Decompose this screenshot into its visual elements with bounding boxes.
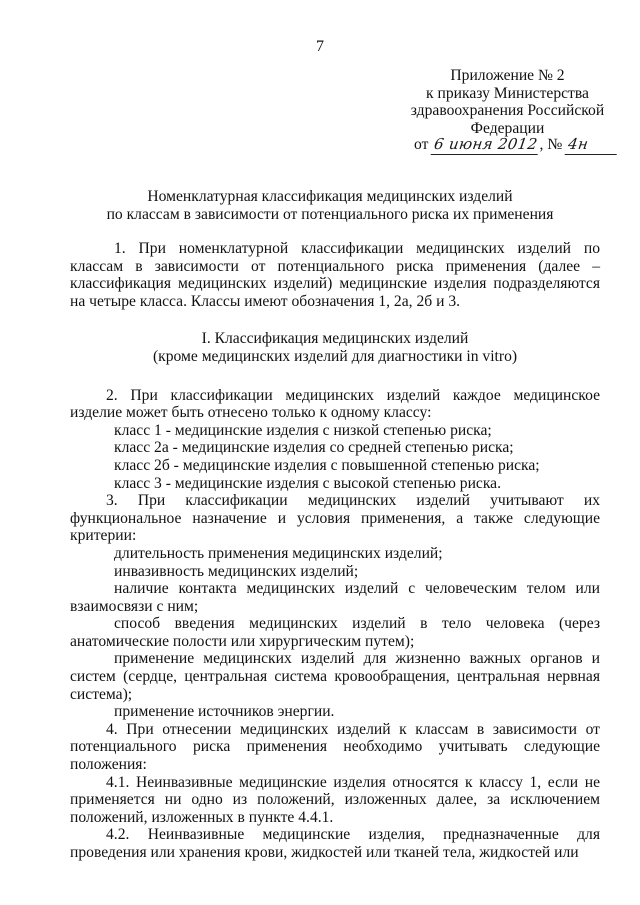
class-item: класс 2а - медицинские изделия со средней степенью риска; <box>114 439 514 457</box>
criteria-item: применение источников энергии. <box>114 703 335 721</box>
handwritten-order-number: 4н <box>565 136 620 155</box>
section-title-line: I. Классификация медицинских изделий <box>201 330 469 348</box>
document-body <box>70 240 600 862</box>
paragraph-2: 2. При классификации медицинских изделий каждое медицинское изделие может быть отнесено только к одному классу: <box>70 386 600 422</box>
criteria-item: наличие контакта медицинских изделий с человеческим телом или взаимосвязи с ним; <box>70 580 600 615</box>
paragraph-3: 3. При классификации медицинских изделий учитывают их функциональное назначение и условия применения, а также следующие критерии: <box>70 492 600 545</box>
class-item: класс 1 - медицинские изделия с низкой степенью риска; <box>114 421 492 439</box>
appendix-header <box>400 67 615 137</box>
criteria-item: инвазивность медицинских изделий; <box>114 562 359 580</box>
criteria-item: применение медицинских изделий для жизненно важных органов и систем (сердце, центральная система кровообращения, центральная нервная система); <box>70 650 600 703</box>
paragraph-4-2: 4.2. Неинвазивные медицинские изделия, предназначенные для проведения или хранения крови, жидкостей или тканей тела, жидкостей или <box>70 826 600 861</box>
section-title <box>70 330 600 365</box>
section-title-line: (кроме медицинских изделий для диагностики in vitro) <box>152 347 518 365</box>
appendix-line: к приказу Министерства <box>426 84 589 102</box>
criteria-item: длительность применения медицинских изделий; <box>114 544 443 562</box>
order-number-sign: № <box>547 136 563 153</box>
handwritten-order-date: 6 июня 2012 <box>431 136 541 155</box>
document-title <box>60 188 600 223</box>
order-prefix: от <box>414 136 429 153</box>
criteria-item: способ введения медицинских изделий в тело человека (через анатомические полости или хирургическим путем); <box>70 615 600 650</box>
appendix-line: здравоохранения Российской <box>410 102 605 120</box>
paragraph-4-1: 4.1. Неинвазивные медицинские изделия относятся к классу 1, если не применяется ни одно из положений, изложенных далее, за исключением положений, изложенных в пункте 4.4.1. <box>70 773 600 826</box>
document-title-line: по классам в зависимости от потенциального риска их применения <box>106 205 554 223</box>
appendix-line: Приложение № 2 <box>450 67 565 84</box>
page-number: 7 <box>316 38 324 55</box>
paragraph-4: 4. При отнесении медицинских изделий к классам в зависимости от потенциального риска применения необходимо учитывать следующие положения: <box>70 720 600 774</box>
class-item: класс 3 - медицинские изделия с высокой степенью риска. <box>114 474 501 492</box>
order-reference: от 6 июня 2012, № 4н <box>414 136 618 155</box>
appendix-line: Федерации <box>470 119 545 137</box>
document-title-line: Номенклатурная классификация медицинских изделий <box>147 188 513 205</box>
paragraph-1: 1. При номенклатурной классификации медицинских изделий по классам в зависимости от потенциального риска применения (далее – классификация медицинских изделий) медицинские изделия подразделяются на четыре класса. Классы имеют обозначения 1, 2а, 2б и 3. <box>70 240 600 310</box>
class-item: класс 2б - медицинские изделия с повышенной степенью риска; <box>114 456 540 474</box>
